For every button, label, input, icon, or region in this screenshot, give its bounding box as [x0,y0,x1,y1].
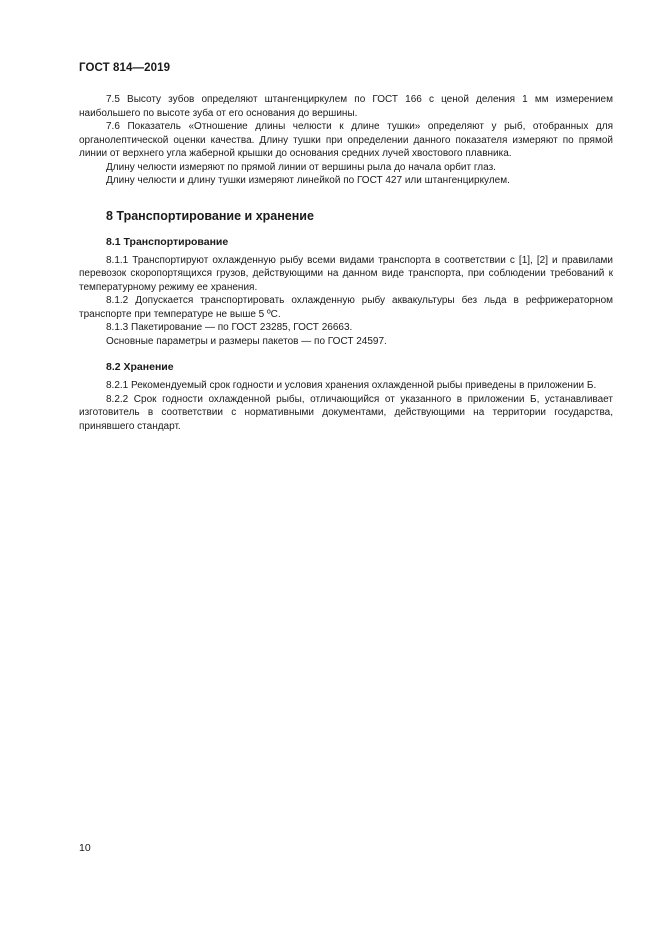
paragraph-8-1-2: 8.1.2 Допускается транспортировать охлажденную рыбу аквакультуры без льда в рефрижераторном транспорте при температуре не выше 5 ºС. [79,295,613,320]
page-content [79,93,613,433]
paragraph-8-2-2: 8.2.2 Срок годности охлажденной рыбы, отличающийся от указанного в приложении Б, устанавливает изготовитель в соответствии с нормативными документами, действующими на территории государства, принявшего стандарт. [79,393,613,432]
paragraph-7-5: 7.5 Высоту зубов определяют штангенциркулем по ГОСТ 166 с ценой деления 1 мм измерением наибольшего по высоте зуба от его основания до вершины. [79,94,613,119]
paragraph-jaw-measure: Длину челюсти и длину тушки измеряют линейкой по ГОСТ 427 или штангенциркулем. [106,175,510,186]
paragraph-8-2-1: 8.2.1 Рекомендуемый срок годности и условия хранения охлажденной рыбы приведены в приложении Б. [106,380,597,391]
subsection-8-1-heading: 8.1 Транспортирование [106,235,229,248]
paragraph-jaw-length: Длину челюсти измеряют по прямой линии от вершины рыла до начала орбит глаз. [106,161,496,173]
paragraph-8-1-1: 8.1.1 Транспортируют охлажденную рыбу всеми видами транспорта в соответствии с [1], [2] и правилами перевозок скоропортящихся грузов, действующими на данном виде транспорта, при соблюдении требований к температурному режиму ее хранения. [79,254,613,293]
section-8-heading: 8 Транспортирование и хранение [106,208,314,223]
subsection-8-2-heading: 8.2 Хранение [106,361,174,373]
paragraph-8-1-3: 8.1.3 Пакетирование — по ГОСТ 23285, ГОСТ 26663. [106,322,353,333]
paragraph-packages: Основные параметры и размеры пакетов — по ГОСТ 24597. [106,335,387,347]
document-header: ГОСТ 814—2019 [79,62,171,74]
paragraph-7-6: 7.6 Показатель «Отношение длины челюсти к длине тушки» определяют у рыб, отобранных для органолептической оценки качества. Длину тушки при определении данного показателя измеряют по прямой линии от верхнего угла жаберной крышки до основания средних лучей хвостового плавника. [79,121,613,159]
page-number: 10 [79,842,91,854]
